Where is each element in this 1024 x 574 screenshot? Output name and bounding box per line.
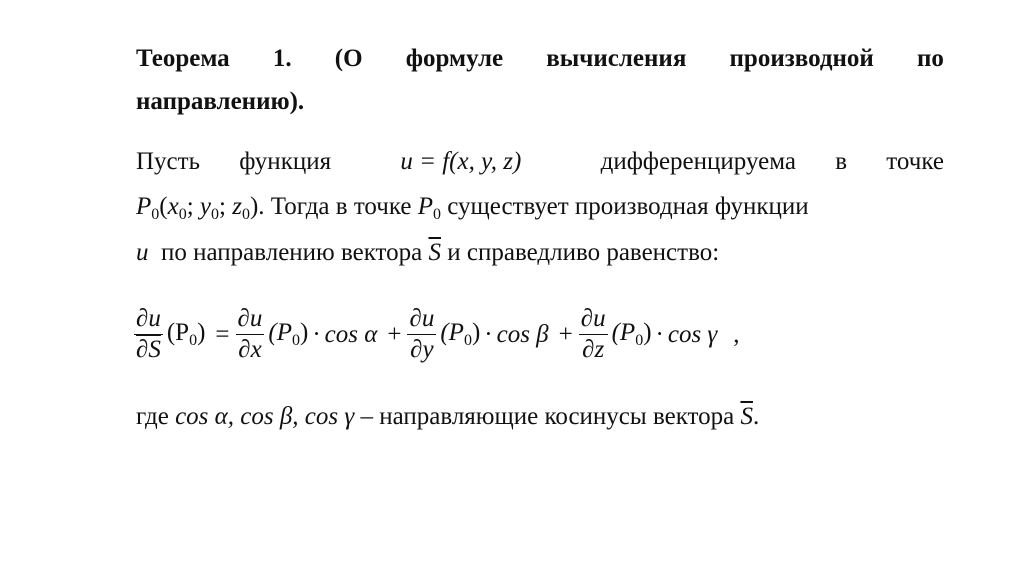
body-text: – направляющие косинусы вектора	[360, 403, 735, 430]
body-word: функция	[239, 148, 332, 175]
paren-open: (P	[268, 319, 292, 346]
fraction-lhs	[134, 305, 163, 364]
fraction-numerator: ∂u	[236, 305, 265, 335]
paren-open: (P	[440, 319, 464, 346]
point-subscript: 0	[151, 206, 160, 223]
heading-word: вычисления	[546, 45, 687, 72]
function-symbol: u	[136, 239, 149, 266]
fraction-denominator: ∂S	[136, 336, 161, 363]
paren-open: (P	[611, 319, 636, 346]
theorem-heading-line2: направлению).	[136, 88, 305, 115]
point-subscript-2: 0	[433, 206, 441, 223]
fraction-x	[236, 305, 265, 364]
body-text: . Тогда в точке	[258, 193, 412, 220]
coord-x: x	[167, 193, 179, 220]
heading-word: производной	[729, 45, 874, 72]
direction-cosines: cos α, cos β, cos γ	[175, 403, 355, 430]
point-arg	[612, 319, 652, 350]
heading-word: (О	[334, 45, 363, 72]
dot-operator: ·	[312, 320, 321, 348]
body-line-1	[136, 147, 944, 177]
coord-z: z	[232, 193, 242, 220]
body-text: где	[136, 403, 169, 430]
body-word: в	[835, 148, 848, 175]
directional-derivative-formula	[134, 305, 744, 364]
point-arg	[268, 319, 308, 350]
point-sub: 0	[189, 332, 198, 349]
direction-cosines-line	[136, 402, 759, 432]
point-sub: 0	[463, 332, 472, 349]
plus-sign: +	[558, 320, 573, 348]
coord-y: y	[199, 193, 212, 220]
theorem-heading-line1	[136, 44, 944, 74]
body-word: точке	[886, 148, 944, 175]
dot-operator: ·	[655, 320, 664, 348]
point-arg	[167, 319, 206, 350]
function-definition: u = f(x, y, z)	[400, 148, 522, 175]
vector-symbol: $\overline{S}$	[740, 403, 753, 430]
paren-close: )	[300, 319, 309, 346]
body-word: Пусть	[136, 148, 200, 175]
paren-close: )	[471, 319, 481, 346]
heading-word: 1.	[272, 45, 292, 72]
fraction-numerator: ∂u	[579, 305, 608, 335]
fraction-denominator: ∂y	[410, 336, 434, 363]
point-arg	[440, 319, 480, 350]
paren-close: )	[643, 319, 652, 346]
paren-close: )	[197, 319, 206, 346]
cos-alpha: cos α	[324, 320, 378, 348]
dot-operator: ·	[484, 320, 493, 348]
coord-z-sub: 0	[241, 206, 250, 223]
heading-word: формуле	[405, 45, 504, 72]
point-sub: 0	[635, 332, 644, 349]
fraction-y	[407, 305, 436, 364]
body-text: по направлению вектора	[161, 239, 423, 266]
plus-sign: +	[387, 320, 402, 348]
cos-gamma: cos γ	[667, 320, 718, 348]
fraction-z	[579, 305, 608, 364]
fraction-numerator: ∂u	[134, 305, 163, 335]
heading-word: по	[917, 45, 944, 72]
body-line-2: $P_0(x_0$; $y_0$; $z_0$). Тогда в точке $P_0$ существует производная функции	[136, 193, 809, 223]
heading-word: Теорема	[136, 45, 230, 72]
cos-beta: cos β	[496, 320, 549, 348]
vector-symbol: $\overline{S}$	[428, 239, 441, 266]
body-text: существует производная функции	[447, 193, 809, 220]
fraction-numerator: ∂u	[407, 305, 436, 335]
paren-open: (P	[166, 319, 190, 346]
formula-comma: ,	[733, 320, 740, 348]
period: .	[752, 403, 760, 430]
body-line-3	[136, 238, 719, 268]
point-symbol-2: P	[417, 193, 433, 220]
coord-y-sub: 0	[211, 206, 220, 223]
point-sub: 0	[292, 332, 300, 349]
point-symbol: P	[136, 193, 152, 220]
coord-x-sub: 0	[178, 206, 187, 223]
equals-sign: =	[215, 320, 230, 348]
body-text: и справедливо равенство:	[447, 239, 720, 266]
fraction-denominator: ∂z	[582, 336, 605, 363]
fraction-denominator: ∂x	[238, 336, 262, 363]
body-word: дифференцируема	[600, 148, 796, 175]
